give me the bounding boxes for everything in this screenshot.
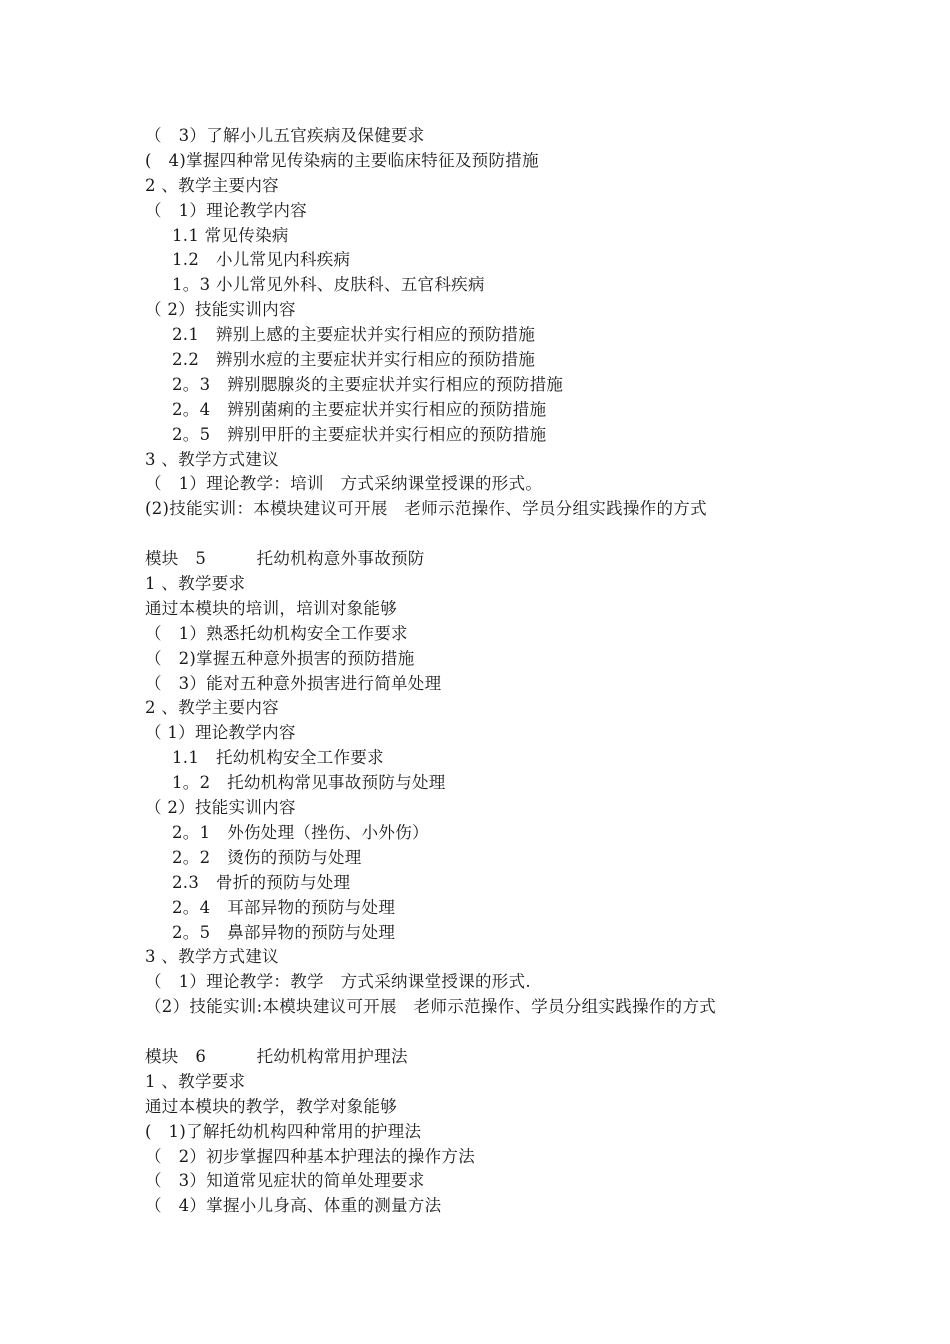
- section-heading-content: 2 、教学主要内容: [145, 698, 279, 718]
- section-heading-method: 3 、教学方式建议: [145, 947, 279, 967]
- paragraph: 通过本模块的培训，培训对象能够: [145, 598, 397, 618]
- content-item: 1.2 小儿常见内科疾病: [172, 250, 351, 270]
- objective-3: （ 3）了解小儿五官疾病及保健要求: [145, 126, 425, 145]
- objective-item: （ 4）掌握小儿身高、体重的测量方法: [145, 1196, 442, 1216]
- objective-4: ( 4)掌握四种常见传染病的主要临床特征及预防措施: [145, 150, 539, 170]
- document-page: [145, 124, 845, 1219]
- subheading-skills: （ 2）技能实训内容: [145, 798, 296, 818]
- method-item: （2）技能实训:本模块建议可开展 老师示范操作、学员分组实践操作的方式: [145, 997, 717, 1017]
- section-heading-method: 3 、教学方式建议: [145, 449, 279, 469]
- content-item: 2.3 骨折的预防与处理: [172, 872, 351, 892]
- subheading-theory: （ 1）理论教学内容: [145, 723, 296, 743]
- subheading-skills: （ 2）技能实训内容: [145, 300, 296, 320]
- module-6-title: 模块 6 托幼机构常用护理法: [145, 1046, 408, 1066]
- content-item: 2。1 外伤处理（挫伤、小外伤）: [172, 822, 429, 842]
- spacer: [145, 1020, 845, 1045]
- section-heading-content: 2 、教学主要内容: [145, 175, 279, 195]
- content-item: 2。3 辨别腮腺炎的主要症状并实行相应的预防措施: [172, 374, 564, 394]
- content-item: 1。3 小儿常见外科、皮肤科、五官科疾病: [172, 275, 485, 295]
- objective-item: （ 3）知道常见症状的简单处理要求: [145, 1171, 425, 1191]
- spacer: [145, 522, 845, 547]
- subheading-theory: （ 1）理论教学内容: [145, 200, 307, 220]
- content-item: 1.1 托幼机构安全工作要求: [172, 748, 384, 768]
- objective-item: ( 1)了解托幼机构四种常用的护理法: [145, 1121, 422, 1141]
- content-item: 2。5 辨别甲肝的主要症状并实行相应的预防措施: [172, 424, 547, 444]
- method-item: （ 1）理论教学：教学 方式采纳课堂授课的形式.: [145, 972, 531, 992]
- content-item: 2.1 辨别上感的主要症状并实行相应的预防措施: [172, 325, 536, 345]
- section-heading-requirements: 1 、教学要求: [145, 574, 246, 594]
- method-item: (2)技能实训：本模块建议可开展 老师示范操作、学员分组实践操作的方式: [145, 499, 707, 519]
- objective-item: （ 2)掌握五种意外损害的预防措施: [145, 648, 415, 668]
- content-item: 2。4 耳部异物的预防与处理: [172, 897, 396, 917]
- section-heading-requirements: 1 、教学要求: [145, 1071, 246, 1091]
- content-item: 2。2 烫伤的预防与处理: [172, 847, 362, 867]
- content-item: 2。5 鼻部异物的预防与处理: [172, 922, 396, 942]
- paragraph: 通过本模块的教学，教学对象能够: [145, 1096, 397, 1116]
- method-item: （ 1）理论教学：培训 方式采纳课堂授课的形式。: [145, 474, 543, 494]
- module-5-title: 模块 5 托幼机构意外事故预防: [145, 549, 425, 569]
- content-item: 1。2 托幼机构常见事故预防与处理: [172, 773, 446, 793]
- objective-item: （ 1）熟悉托幼机构安全工作要求: [145, 623, 408, 643]
- objective-item: （ 3）能对五种意外损害进行简单处理: [145, 673, 442, 693]
- content-item: 1.1 常见传染病: [172, 225, 289, 245]
- objective-item: （ 2）初步掌握四种基本护理法的操作方法: [145, 1146, 475, 1166]
- content-item: 2.2 辨别水痘的主要症状并实行相应的预防措施: [172, 350, 536, 370]
- content-item: 2。4 辨别菌痢的主要症状并实行相应的预防措施: [172, 399, 547, 419]
